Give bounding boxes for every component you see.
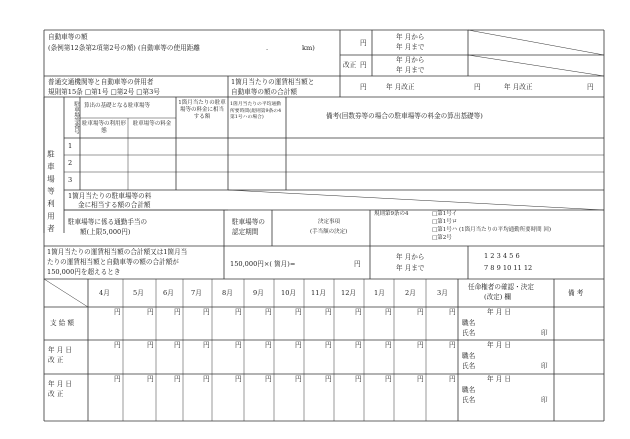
month-yen-r2-c12: 円	[449, 341, 456, 349]
monthly-revision-1: 年 月改正	[386, 83, 415, 91]
month-yen-r2-c4: 円	[203, 341, 210, 349]
excess-line-1: 1箇月当たりの運賃相当額の合計額又は1箇月当	[47, 248, 188, 256]
approval-name-3: 氏名	[462, 396, 476, 404]
monthly-total-label-1: 1箇月当たりの運賃相当額と	[231, 78, 315, 86]
month-yen-r1-c9: 円	[355, 308, 362, 316]
auto-amount-label: 自動車等の額	[48, 33, 88, 41]
decision-label-2: (手当額の決定)	[310, 229, 348, 235]
auto-yen-2: 円	[360, 61, 367, 69]
revision-label-2: 改 正	[48, 390, 64, 398]
revision-date-label-1: 年 月 日	[48, 346, 72, 354]
month-yen-r2-c6: 円	[265, 341, 272, 349]
month-header-5: 5月	[133, 289, 144, 297]
month-yen-r3-c5: 円	[235, 375, 242, 383]
auto-yen-1: 円	[360, 39, 367, 47]
auto-until-1: 年 月まで	[396, 43, 425, 51]
month-yen-r3-c6: 円	[265, 375, 272, 383]
month-header-9: 9月	[253, 289, 264, 297]
month-header-4: 4月	[99, 289, 110, 297]
month-yen-r1-c7: 円	[295, 308, 302, 316]
monthly-parking-total-2: 金に相当する額の合計額	[78, 201, 151, 209]
month-header-12: 12月	[341, 289, 356, 297]
month-yen-r2-c9: 円	[355, 341, 362, 349]
month-yen-r2-c8: 円	[325, 341, 332, 349]
excess-until: 年 月まで	[396, 264, 425, 272]
months-select-2: 7 8 9 10 11 12	[484, 264, 533, 272]
excess-formula: 150,000円×( 箇月)=	[230, 260, 296, 268]
month-yen-r2-c2: 円	[147, 341, 154, 349]
month-yen-r1-c6: 円	[265, 308, 272, 316]
month-yen-r2-c10: 円	[385, 341, 392, 349]
month-yen-r3-c7: 円	[295, 375, 302, 383]
rule9-item-ha: □第1号ハ (1箇月当たりの平均通勤所要時間 回)	[432, 227, 551, 233]
row-number-3: 3	[68, 176, 73, 184]
months-select-1: 1 2 3 4 5 6	[484, 252, 520, 260]
month-yen-r3-c11: 円	[417, 375, 424, 383]
month-yen-r1-c4: 円	[203, 308, 210, 316]
parking-allowance-label-1: 駐車場等に係る通勤手当の	[68, 218, 148, 226]
cert-period-label-1: 駐車場等の	[232, 218, 265, 226]
approval-date-1: 年 月 日	[487, 308, 511, 316]
month-yen-r1-c12: 円	[449, 308, 456, 316]
excess-line-3: 150,000円を超えるとき	[47, 268, 121, 276]
calc-basis-header: 算出の基礎となる駐車場等	[84, 103, 151, 109]
approver-header-2: (改定) 欄	[484, 293, 512, 301]
row-number-2: 2	[68, 159, 73, 167]
payment-amount-label: 支 給 額	[50, 319, 74, 327]
month-header-3: 3月	[437, 289, 448, 297]
excess-line-2: たりの運賃相当額と自動車等の額の合計額が	[47, 258, 179, 266]
month-header-7: 7月	[191, 289, 202, 297]
usage-type-header: 駐車場等の利用形態	[82, 121, 127, 134]
approval-name-1: 氏名	[462, 329, 476, 337]
month-yen-r3-c8: 円	[325, 375, 332, 383]
approval-date-3: 年 月 日	[487, 375, 511, 383]
month-yen-r3-c3: 円	[174, 375, 181, 383]
row-number-1: 1	[68, 142, 73, 150]
approver-header-1: 任命権者の確認・決定	[468, 283, 534, 291]
distance-dot: .	[266, 44, 269, 52]
rule9-label: 規則第9条の4	[374, 211, 409, 217]
month-yen-r1-c2: 円	[147, 308, 154, 316]
parking-fee-header: 駐車場等の料金	[132, 121, 172, 127]
month-yen-r1-c3: 円	[174, 308, 181, 316]
excess-from: 年 月から	[396, 253, 425, 261]
avg-commute-header: 1箇月当たりの平均通勤所要時間(規則第9条の4第1号ハの場合)	[230, 102, 282, 120]
remarks-header: 備考(回数券等の場合の駐車場等の料金の算出基礎等)	[326, 112, 483, 120]
month-yen-r1-c10: 円	[385, 308, 392, 316]
parking-users-label: 駐車場等利用者	[46, 150, 56, 237]
month-header-6: 6月	[163, 289, 174, 297]
month-yen-r3-c12: 円	[449, 375, 456, 383]
month-header-11: 11月	[311, 289, 326, 297]
month-yen-r3-c4: 円	[203, 375, 210, 383]
month-yen-r2-c1: 円	[114, 341, 121, 349]
parking-allowance-label-2: 額(上限5,000円)	[80, 228, 131, 236]
month-yen-r1-c1: 円	[114, 308, 121, 316]
monthly-yen-2: 円	[474, 83, 481, 91]
month-header-10: 10月	[281, 289, 296, 297]
parking-number-header: 駐車場等番号	[73, 101, 79, 134]
revision-label-1: 改 正	[48, 356, 64, 364]
month-header-1: 1月	[374, 289, 385, 297]
monthly-revision-2: 年 月改正	[504, 83, 533, 91]
combined-user-title: 普通交通機関等と自動車等の併用者	[48, 78, 154, 86]
bikou-header: 備 考	[568, 289, 584, 297]
auto-from-2: 年 月から	[396, 56, 425, 64]
auto-amount-detail: (条例第12条第2項第2号の額) (自動車等の使用距離	[48, 44, 200, 52]
monthly-yen-3: 円	[587, 83, 594, 91]
approval-title-1: 職名	[462, 319, 476, 327]
rule9-item-2: □第2号	[432, 235, 452, 241]
month-header-2: 2月	[405, 289, 416, 297]
excess-yen: 円	[354, 260, 361, 268]
approval-seal-1: 印	[541, 329, 548, 337]
month-yen-r3-c1: 円	[114, 375, 121, 383]
monthly-total-label-2: 自動車等の額の合計額	[231, 88, 297, 96]
auto-from-1: 年 月から	[396, 33, 425, 41]
rule9-item-ro: □第1号ロ	[432, 219, 458, 225]
approval-seal-2: 印	[541, 362, 548, 370]
approval-title-2: 職名	[462, 352, 476, 360]
monthly-yen-1: 円	[360, 83, 367, 91]
revision-date-label-2: 年 月 日	[48, 380, 72, 388]
month-yen-r3-c10: 円	[385, 375, 392, 383]
monthly-fee-header: 1箇月当たりの駐車場等の料金に相当する額	[178, 100, 226, 120]
month-yen-r1-c11: 円	[417, 308, 424, 316]
combined-user-rule: 規則第15条 □第1号 □第2号 □第3号	[48, 88, 160, 96]
month-yen-r2-c11: 円	[417, 341, 424, 349]
decision-label-1: 決定事項	[318, 219, 341, 225]
distance-unit: km)	[302, 44, 315, 52]
month-yen-r2-c3: 円	[174, 341, 181, 349]
month-yen-r2-c5: 円	[235, 341, 242, 349]
approval-title-3: 職名	[462, 386, 476, 394]
auto-until-2: 年 月まで	[396, 66, 425, 74]
month-yen-r1-c8: 円	[325, 308, 332, 316]
cert-period-label-2: 認定期間	[232, 228, 259, 236]
month-yen-r2-c7: 円	[295, 341, 302, 349]
month-yen-r3-c9: 円	[355, 375, 362, 383]
month-header-8: 8月	[222, 289, 233, 297]
rule9-item-i: □第1号イ	[432, 211, 458, 217]
approval-date-2: 年 月 日	[487, 341, 511, 349]
month-yen-r3-c2: 円	[147, 375, 154, 383]
auto-revision-label: 改正	[343, 61, 357, 69]
monthly-parking-total-1: 1箇月当たりの駐車場等の料	[68, 192, 152, 200]
approval-seal-3: 印	[541, 396, 548, 404]
approval-name-2: 氏名	[462, 362, 476, 370]
month-yen-r1-c5: 円	[235, 308, 242, 316]
